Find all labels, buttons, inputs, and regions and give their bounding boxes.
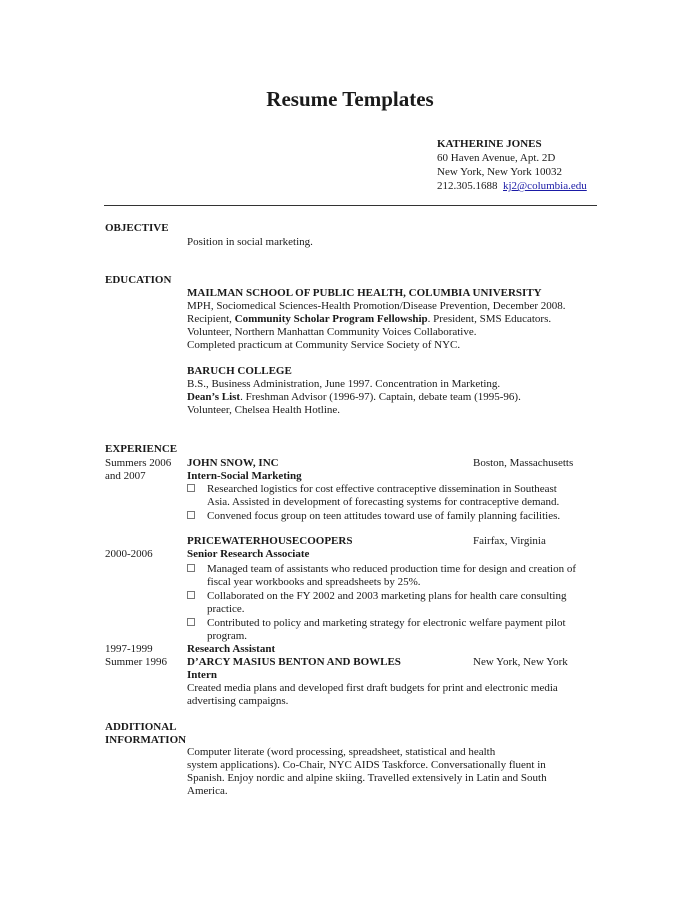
- additional-line-3: Spanish. Enjoy nordic and alpine skiing. Travelled extensively in Latin and South: [187, 772, 547, 784]
- bullet-checkbox-icon: [187, 563, 195, 576]
- job-1-location: Boston, Massachusetts: [473, 457, 574, 469]
- job-2-bullet-3-cont: program.: [207, 630, 248, 642]
- additional-heading: ADDITIONAL: [105, 721, 177, 733]
- bullet-checkbox-icon: [187, 590, 195, 603]
- job-2-bullet-3: Contributed to policy and marketing strategy for electronic welfare payment pilot: [207, 617, 566, 629]
- deans-list: Dean’s List: [187, 391, 241, 403]
- job-3-desc: Created media plans and developed first draft budgets for print and electronic media: [187, 682, 558, 694]
- job-3-company: D’ARCY MASIUS BENTON AND BOWLES: [187, 656, 401, 668]
- award-name: Community Scholar Program Fellowship: [234, 313, 428, 325]
- experience-heading: EXPERIENCE: [105, 443, 178, 455]
- job-1-role: Intern-Social Marketing: [187, 470, 302, 482]
- job-3-role: Intern: [187, 669, 217, 681]
- email-link[interactable]: kj2@columbia.edu: [503, 180, 587, 192]
- additional-line-4: America.: [187, 785, 228, 797]
- honors-detail: . Freshman Advisor (1996-97). Captain, debate team (1995-96).: [240, 391, 521, 403]
- bullet-checkbox-icon: [187, 510, 195, 523]
- job-3-location: New York, New York: [473, 656, 568, 668]
- job-1-bullet-2: Convened focus group on teen attitudes toward use of family planning facilities.: [207, 510, 561, 522]
- header-divider: [104, 205, 597, 206]
- phone-number: 212.305.1688: [437, 180, 498, 192]
- school-1-degree: MPH, Sociomedical Sciences-Health Promotion/Disease Prevention, December 2008.: [187, 300, 566, 312]
- job-2-role: Senior Research Associate: [187, 548, 310, 560]
- job-2-location: Fairfax, Virginia: [473, 535, 546, 547]
- job-2-bullet-2-cont: practice.: [207, 603, 245, 615]
- job-3-date: Summer 1996: [105, 656, 168, 668]
- job-2b-date: 1997-1999: [105, 643, 153, 655]
- objective-heading: OBJECTIVE: [105, 222, 169, 234]
- job-2-date: 2000-2006: [105, 548, 153, 560]
- contact-line: [437, 180, 587, 193]
- school-1-name: MAILMAN SCHOOL OF PUBLIC HEALTH, COLUMBIA UNIVERSITY: [187, 287, 542, 299]
- job-2-company: PRICEWATERHOUSECOOPERS: [187, 535, 353, 547]
- school-2-volunteer: Volunteer, Chelsea Health Hotline.: [187, 404, 341, 416]
- education-heading: EDUCATION: [105, 274, 172, 286]
- bullet-checkbox-icon: [187, 483, 195, 496]
- job-1-bullet-1-cont: Asia. Assisted in development of forecasting systems for contraceptive demand.: [207, 496, 560, 508]
- school-2-degree: B.S., Business Administration, June 1997. Concentration in Marketing.: [187, 378, 501, 390]
- page-title: Resume Templates: [266, 87, 434, 111]
- additional-line-1: Computer literate (word processing, spreadsheet, statistical and health: [187, 746, 496, 758]
- award-suffix: . President, SMS Educators.: [427, 313, 552, 325]
- job-1-bullet-1: Researched logistics for cost effective contraceptive dissemination in Southeast: [207, 483, 557, 495]
- job-2b-role: Research Assistant: [187, 643, 276, 655]
- school-2-name: BARUCH COLLEGE: [187, 365, 292, 377]
- job-1-date: Summers 2006: [105, 457, 172, 469]
- job-2-bullet-1-cont: fiscal year workbooks and spreadsheets by 25%.: [207, 576, 421, 588]
- school-2-honors: [187, 391, 521, 404]
- job-1-date-cont: and 2007: [105, 470, 146, 482]
- award-prefix: Recipient,: [187, 313, 235, 325]
- address-line-1: 60 Haven Avenue, Apt. 2D: [437, 152, 556, 164]
- school-1-award: [187, 313, 551, 326]
- job-2-bullet-2: Collaborated on the FY 2002 and 2003 marketing plans for health care consulting: [207, 590, 567, 602]
- job-2-bullet-1: Managed team of assistants who reduced production time for design and creation of: [207, 563, 576, 575]
- candidate-name: KATHERINE JONES: [437, 138, 542, 150]
- bullet-checkbox-icon: [187, 617, 195, 630]
- school-1-practicum: Completed practicum at Community Service Society of NYC.: [187, 339, 461, 351]
- objective-text: Position in social marketing.: [187, 236, 313, 248]
- job-3-desc-cont: advertising campaigns.: [187, 695, 289, 707]
- additional-heading-cont: INFORMATION: [105, 734, 187, 746]
- additional-line-2: system applications). Co-Chair, NYC AIDS Taskforce. Conversationally fluent in: [187, 759, 546, 771]
- school-1-volunteer: Volunteer, Northern Manhattan Community Voices Collaborative.: [187, 326, 477, 338]
- address-line-2: New York, New York 10032: [437, 166, 562, 178]
- job-1-company: JOHN SNOW, INC: [187, 457, 279, 469]
